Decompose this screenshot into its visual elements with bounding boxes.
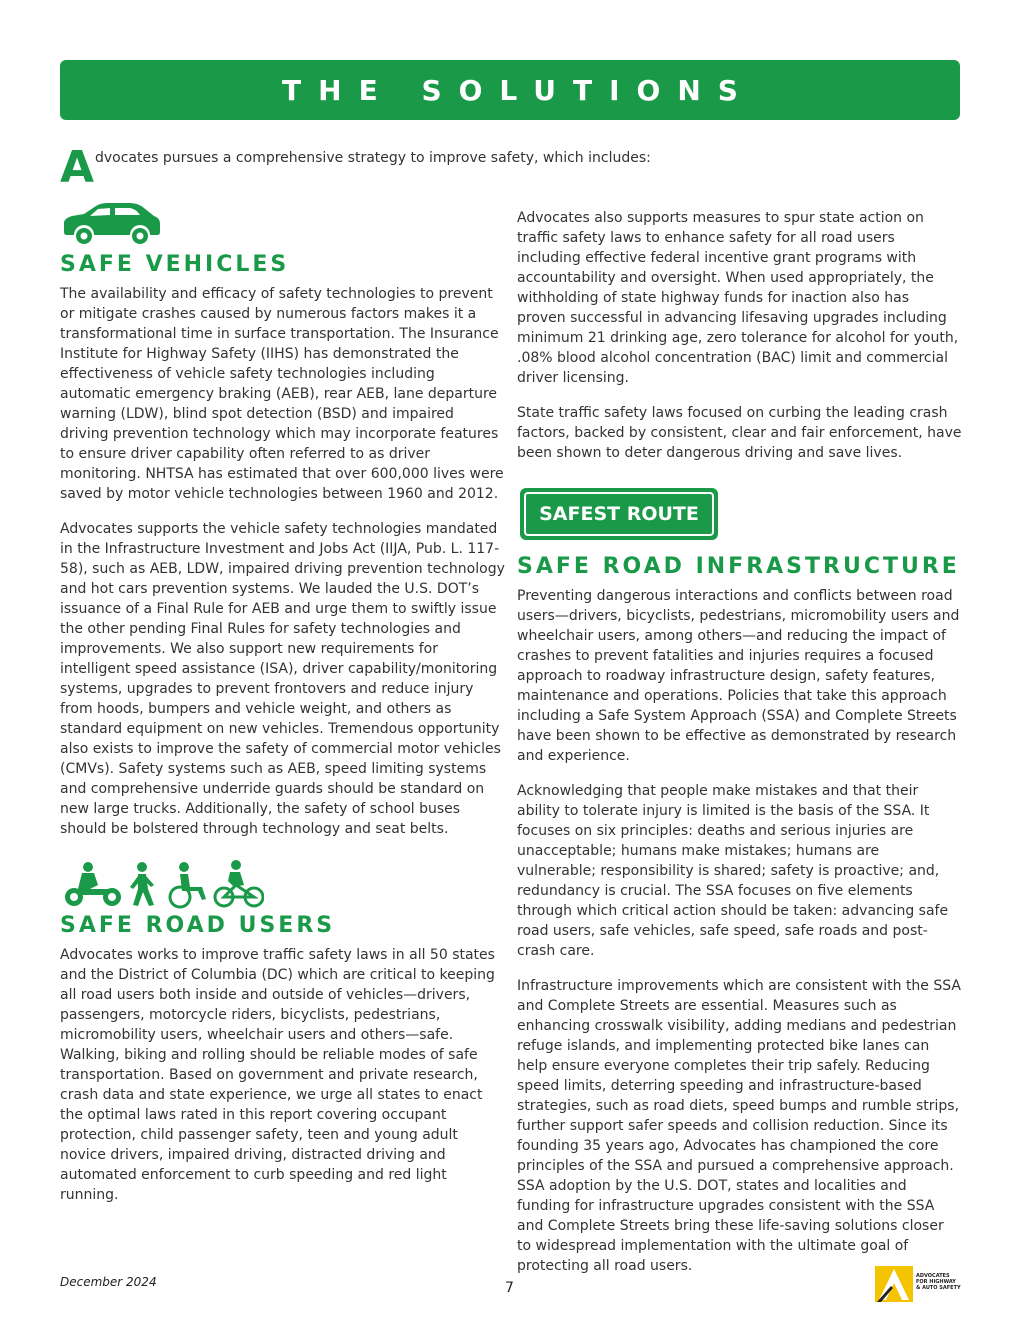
sign-text: SAFEST ROUTE: [524, 492, 714, 536]
wheelchair-icon: [170, 862, 206, 907]
infrastructure-paragraph: Acknowledging that people make mistakes and that their ability to tolerate injury is limited is the basis of the SSA. It focuses on six principles: deaths and serious injuries are unacceptable; humans make mistakes; humans are vulnerable; responsibility is shared; safety is proactive; and, redundancy is crucial. The SSA focuses on five elements through which critical action should be taken: advancing safe road users, safe vehicles, safe speed, safe roads and post-crash care.: [517, 783, 949, 959]
motorcycle-icon: [65, 862, 121, 906]
safe-vehicles-heading: SAFE VEHICLES: [60, 252, 290, 277]
safe-road-users-heading: SAFE ROAD USERS: [60, 913, 336, 938]
logo-line: ADVOCATES: [916, 1273, 950, 1279]
safe-vehicles-paragraph: Advocates supports the vehicle safety technologies mandated in the Infrastructure Investment and Jobs Act (IIJA, Pub. L. 117-58), such as AEB, LDW, impaired driving prevention technology and hot cars prevention systems. We lauded the U.S. DOT’s issuance of a Final Rule for AEB and urge them to swiftly issue the other pending Final Rules for safety technologies and improvements. We also support new requirements for intelligent speed assistance (ISA), driver capability/monitoring systems, upgrades to prevent frontovers and reduce injury from hoods, bumpers and vehicle weight, and others as standard equipment on new vehicles. Tremendous opportunity also exists to improve the safety of commercial motor vehicles (CMVs). Safety systems such as AEB, speed limiting systems and comprehensive underride guards should be standard on new large trucks. Additionally, the safety of school buses should be bolstered through technology and seat belts.: [60, 521, 505, 837]
safe-road-infrastructure-heading: SAFE ROAD INFRASTRUCTURE: [517, 554, 960, 579]
page-number: 7: [505, 1280, 514, 1296]
safest-route-sign: [520, 488, 718, 540]
intro: [60, 142, 960, 193]
section-banner: [60, 60, 960, 120]
safe-road-users-paragraph: Advocates works to improve traffic safety laws in all 50 states and the District of Columbia (DC) which are critical to keeping all road users both inside and outside of vehicles—drivers, passengers, motorcycle riders, bicyclists, pedestrians, micromobility users, wheelchair users and others—safe. Walking, biking and rolling should be reliable modes of safe transportation. Based on government and private research, crash data and state experience, we urge all states to enact the optimal laws rated in this report covering occupant protection, child passenger safety, teen and young adult novice drivers, impaired driving, distracted driving and automated enforcement to curb speeding and red light running.: [60, 947, 495, 1203]
state-action-paragraph: Advocates also supports measures to spur state action on traffic safety laws to enhance safety for all road users including effective federal incentive grant programs with accountability and oversight. When used appropriately, the withholding of state highway funds for inaction also has proven successful in advancing lifesaving upgrades including minimum 21 drinking age, zero tolerance for alcohol for youth, .08% blood alcohol concentration (BAC) limit and commercial driver licensing.: [517, 210, 959, 386]
page-title: THE SOLUTIONS: [282, 73, 755, 107]
pedestrian-icon: [130, 862, 154, 906]
car-icon: [60, 200, 164, 246]
right-column: [517, 208, 962, 1291]
road-users-icon: [64, 859, 264, 909]
infrastructure-paragraph: Preventing dangerous interactions and conflicts between road users—drivers, bicyclists, pedestrians, micromobility users and wheelchair users, among others—and reducing the impact of crashes to prevent fatalities and injuries requires a focused approach to roadway infrastructure design, safety features, maintenance and operations. Policies that take this approach including a Safe System Approach (SSA) and Complete Streets have been shown to be effective as demonstrated by research and experience.: [517, 588, 960, 764]
intro-text: dvocates pursues a comprehensive strategy to improve safety, which includes:: [95, 150, 651, 166]
bicycle-icon: [215, 860, 263, 906]
logo-line: & AUTO SAFETY: [916, 1285, 961, 1291]
infrastructure-paragraph: Infrastructure improvements which are consistent with the SSA and Complete Streets are essential. Measures such as enhancing crosswalk visibility, adding medians and pedestrian refuge islands, and implementing protected bike lanes can help ensure everyone completes their trip safely. Reducing speed limits, deterring speeding and infrastructure-based strategies, such as road diets, speed bumps and rumble strips, further support safer speeds and collision reduction. Since its founding 35 years ago, Advocates has championed the core principles of the SSA and pursued a comprehensive approach. SSA adoption by the U.S. DOT, states and localities and funding for infrastructure upgrades consistent with the SSA and Complete Streets bring these life-saving solutions closer to widespread implementation with the ultimate goal of protecting all road users.: [517, 978, 961, 1274]
safe-vehicles-paragraph: The availability and efficacy of safety technologies to prevent or mitigate crashes caused by numerous factors makes it a transformational time in surface transportation. The Insurance Institute for Highway Safety (IIHS) has demonstrated the effectiveness of vehicle safety technologies including automatic emergency braking (AEB), rear AEB, lane departure warning (LDW), blind spot detection (BSD) and impaired driving prevention technology which may incorporate features to ensure driver capability often referred to as driver monitoring. NHTSA has estimated that over 600,000 lives were saved by motor vehicle technologies between 1960 and 2012.: [60, 286, 504, 502]
drop-cap: A: [60, 142, 95, 193]
logo-line: FOR HIGHWAY: [916, 1279, 956, 1285]
left-column: [60, 198, 505, 1220]
logo-text: [916, 1273, 966, 1291]
footer-date: December 2024: [60, 1275, 157, 1289]
state-laws-paragraph: State traffic safety laws focused on curbing the leading crash factors, backed by consistent, clear and fair enforcement, have been shown to deter dangerous driving and save lives.: [517, 405, 962, 461]
